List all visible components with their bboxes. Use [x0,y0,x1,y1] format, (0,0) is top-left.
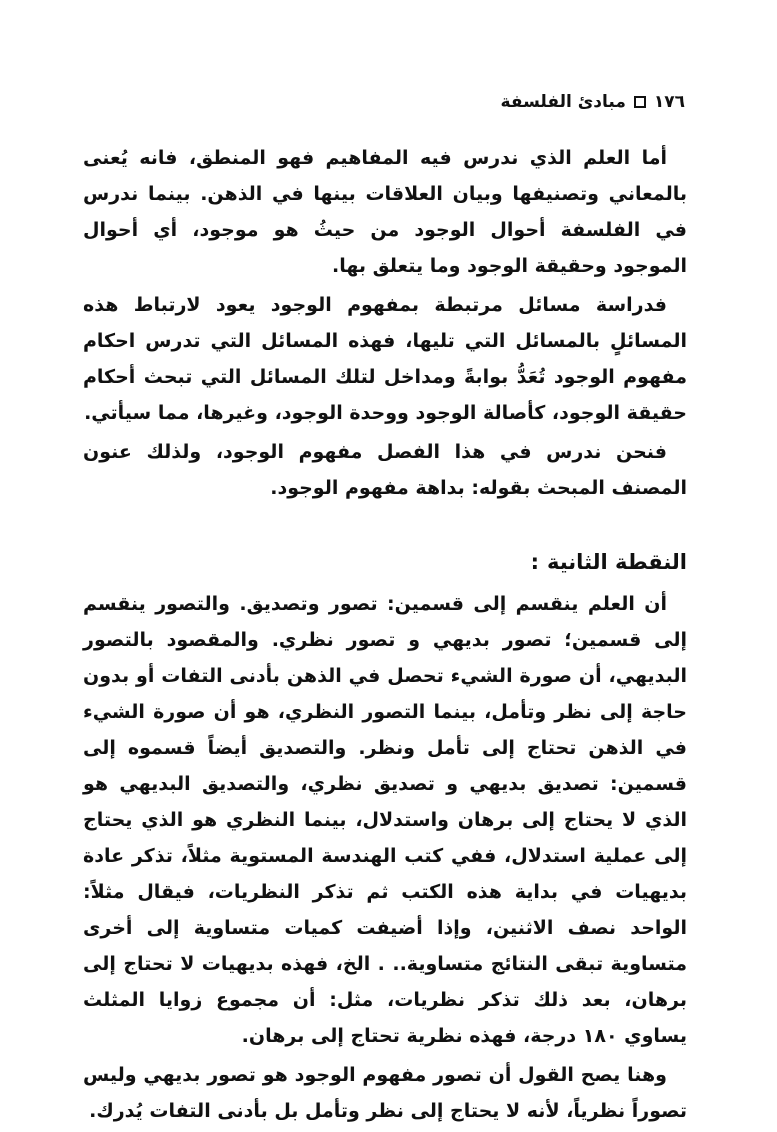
page-number: ١٧٦ [653,92,685,112]
paragraph-4: أن العلم ينقسم إلى قسمين: تصور وتصديق. والتصور ينقسم إلى قسمين؛ تصور بديهي و تصور نظري. والمقصود بالتصور البديهي، أن صورة الشيء تحصل في الذهن بأدنى التفات أو بدون حاجة إلى نظر وتأمل، بينما التصور النظري، هو أن صورة الشيء في الذهن تحتاج إلى تأمل ونظر. والتصديق أيضاً قسموه إلى قسمين: تصديق بديهي و تصديق نظري، والتصديق البديهي هو الذي لا يحتاج إلى برهان واستدلال، بينما النظري هو الذي يحتاج إلى عملية استدلال، ففي كتب الهندسة المستوية مثلاً، تذكر عادة بديهيات في بداية هذه الكتب ثم تذكر النظريات، فيقال مثلاً: الواحد نصف الاثنين، وإذا أضيفت كميات متساوية إلى أخرى متساوية تبقى النتائج متساوية.. . الخ، فهذه بديهيات لا تحتاج إلى برهان، بعد ذلك تذكر نظريات، مثل: أن مجموع زوايا المثلث يساوي ١٨٠ درجة، فهذه نظرية تحتاج إلى برهان. [83,593,687,1047]
section-heading-colon: : [530,550,539,574]
page-header [501,92,685,112]
page-body [83,140,687,1132]
paragraph-1: أما العلم الذي ندرس فيه المفاهيم فهو المنطق، فانه يُعنى بالمعاني وتصنيفها وبيان العلاقات بينها في الذهن. بينما ندرس في الفلسفة أحوال الوجود من حيثُ هو موجود، أي أحوال الموجود وحقيقة الوجود وما يتعلق بها. [83,147,687,277]
paragraph-3: فنحن ندرس في هذا الفصل مفهوم الوجود، ولذلك عنون المصنف المبحث بقوله: بداهة مفهوم الوجود. [83,441,687,499]
paragraph-5: وهنا يصح القول أن تصور مفهوم الوجود هو تصور بديهي وليس تصوراً نظرياً، لأنه لا يحتاج إلى نظر وتأمل بل بأدنى التفات يُدرك. [83,1064,687,1122]
book-title: مبادئ الفلسفة [500,92,626,112]
header-square-icon [634,96,646,108]
section-heading [83,544,687,580]
paragraph-2: فدراسة مسائل مرتبطة بمفهوم الوجود يعود لارتباط هذه المسائلٍ بالمسائل التي تليها، فهذه المسائل التي تدرس احكام مفهوم الوجود تُعَدُّ بوابةً ومداخل لتلك المسائل التي تبحث أحكام حقيقة الوجود، كأصالة الوجود ووحدة الوجود، وغيرها، مما سيأتي. [83,294,687,424]
section-heading-title: النقطة الثانية [546,550,687,574]
